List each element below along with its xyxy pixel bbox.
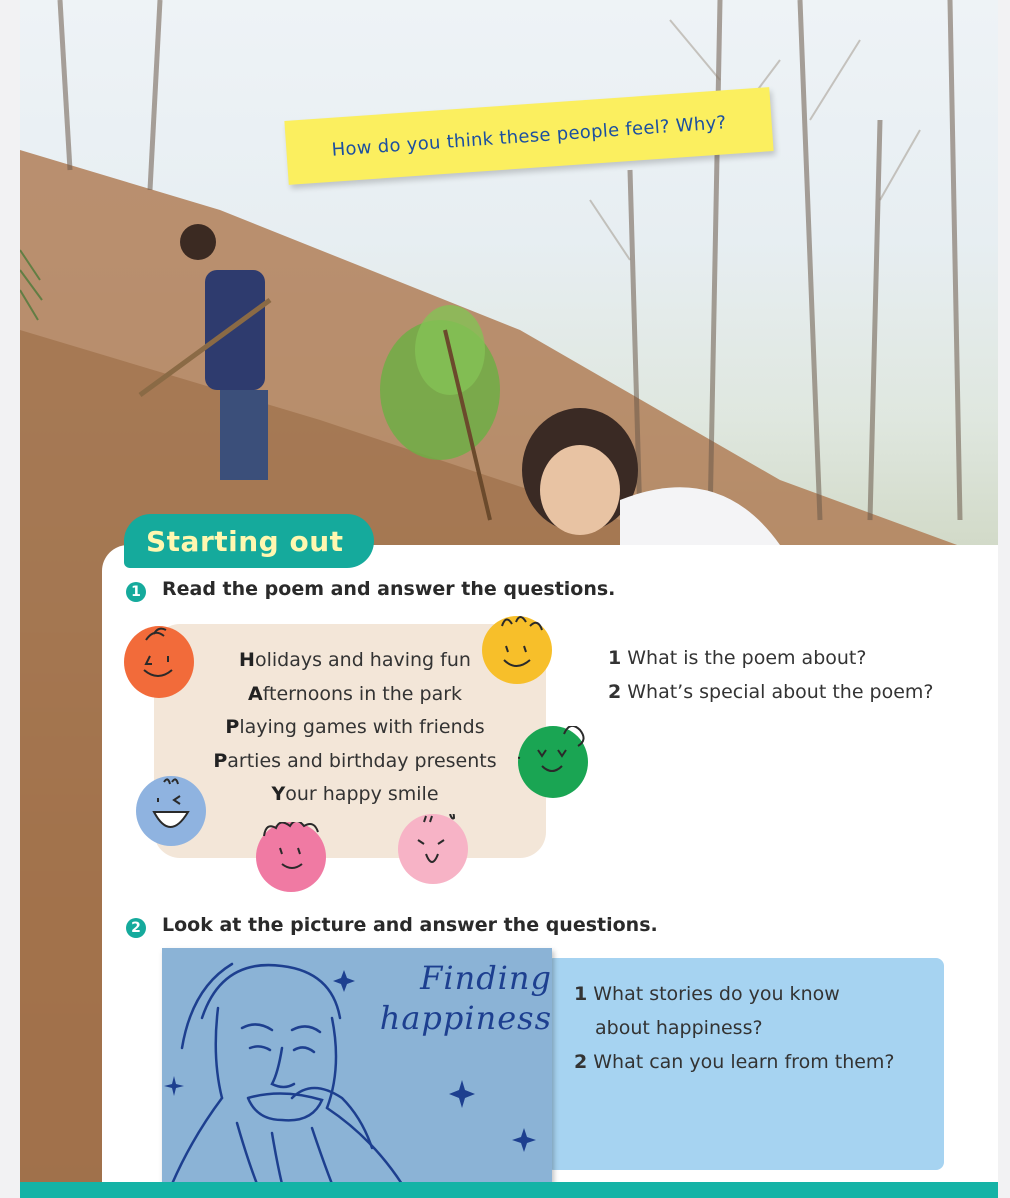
smiley-face-icon <box>482 616 552 684</box>
question-item: 2 What’s special about the poem? <box>608 681 934 703</box>
question-item: 2 What can you learn from them? <box>574 1051 895 1073</box>
picture-title: Finding happiness <box>379 959 552 1037</box>
question-item: 1 What stories do you know <box>574 983 840 1005</box>
footer-bar <box>20 1182 998 1198</box>
section-heading-tab <box>124 514 374 568</box>
activity-1-questions <box>608 641 934 709</box>
activity-1-number: 1 <box>126 582 146 602</box>
activity-2-questions <box>574 977 895 1079</box>
section-heading: Starting out <box>146 524 344 558</box>
activity-1-instruction: Read the poem and answer the questions. <box>162 578 616 600</box>
smiley-face-icon <box>136 776 206 846</box>
poem <box>190 644 520 812</box>
finding-happiness-picture <box>162 948 552 1184</box>
poem-line: Playing games with friends <box>225 716 485 738</box>
sticky-note-text: How do you think these people feel? Why? <box>330 111 728 161</box>
activity-2-number: 2 <box>126 918 146 938</box>
smiley-face-icon <box>398 814 468 884</box>
smiley-face-icon <box>124 626 194 698</box>
question-item-continued: about happiness? <box>595 1017 763 1039</box>
activity-2-instruction: Look at the picture and answer the questions. <box>162 914 658 936</box>
question-item: 1 What is the poem about? <box>608 647 867 669</box>
poem-line: Your happy smile <box>271 783 439 805</box>
poem-line: Parties and birthday presents <box>213 749 497 772</box>
smiley-face-icon <box>256 822 326 892</box>
poem-line: Holidays and having fun <box>239 649 471 671</box>
poem-line: Afternoons in the park <box>247 682 463 705</box>
smiley-face-icon <box>518 726 588 798</box>
